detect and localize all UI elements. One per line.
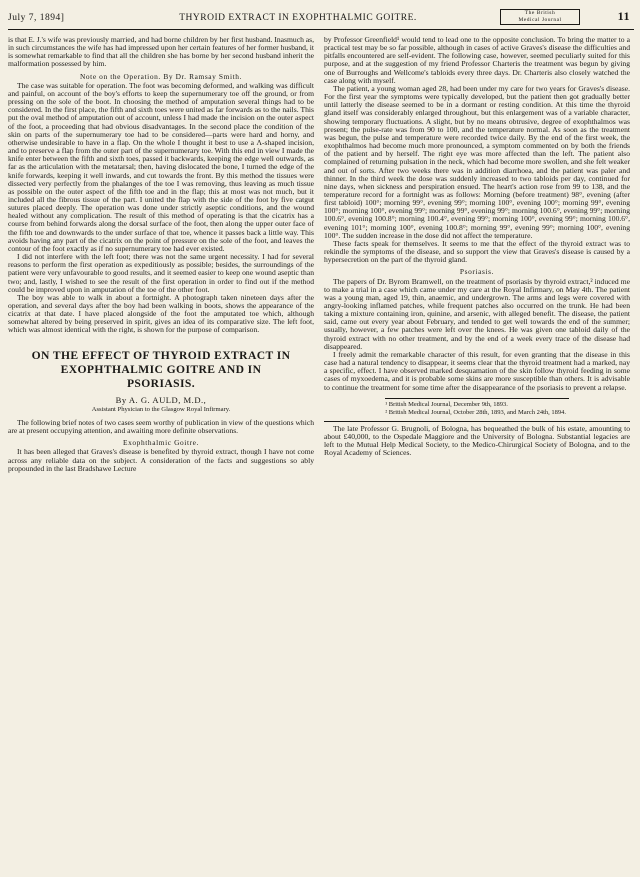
article-title	[8, 349, 314, 391]
operation-paragraph-3: The boy was able to walk in about a fortnight. A photograph taken nineteen days after the operation, and several days after the boy had been walking in boots, shows the appearance of the cicatrix at that date. I have placed alongside of the foot the amputated toe which, although somewhat altered by being preserved in spirit, gives an idea of its comparative size. The left foot, which was almost identical with the right, is shown for the purpose of comparison.	[8, 292, 314, 335]
operation-paragraph-2: I did not interfere with the left foot; there was not the same urgent necessity. I had for several reasons to perform the first operation as expeditiously as possible; besides, the surroundings of the patient were very unfavourable to good results, and it seemed easier to keep one wound aseptic than two; and, lastly, I wished to see the result of the first operation in order to find out if the method could be improved upon in amputation of the toe of the other foot.	[8, 252, 314, 294]
footnote-1: ¹ British Medical Journal, December 9th, 1893.	[385, 400, 508, 408]
header-date: July 7, 1894]	[8, 13, 65, 23]
intro-paragraph: is that E. J.'s wife was previously married, and had borne children by her first husband. Inasmuch as, in such circumstances the wife has had impressed upon her certain features of her former husband, it is somewhat remarkable to find that all the children she has borne by her second husband inherit the malformation possessed by him.	[8, 35, 314, 69]
page-number: 11	[617, 9, 630, 23]
journal-line-2: Medical Journal	[518, 17, 562, 23]
operation-paragraph-1: The case was suitable for operation. The foot was becoming deformed, and walking was difficult and painful, on account of the boy's efforts to keep the supernumerary toe off the ground, or from pressing on the sole of the boot. In choosing the method of amputation several things had to be considered. In the first place, the fifth and sixth toes were united as far forwards as to the nails. This put the oval method of amputation out of account, unless I had made the incision on the outer aspect of the foot, a proceeding that had obvious disadvantages. In the second place the condition of the skin on parts of the supernumerary toe had to be considered—parts were hard and horny, and otherwise undesirable to have in a flap. On the whole I thought it best to use a Λ-shaped incision, and to preserve a flap from the outer part of the supernumerary toe. With this end in view I made the knife enter between the fifth and sixth toes, passed it backwards, keeping the edge well outwards, as far as the articulation with the metatarsal; then, having dislocated the bone, I turned the edge of the knife forwards, keeping it well inwards, and cut towards the front. By this method the tissues were dissected very perfectly from the phalanges of the toe I was removing, thus leaving as much tissue as possible on the outer aspect of the fifth toe and in the flap; this at most was not much, but it included all the fibrous tissue of the part. I united the flap with the side of the foot by five catgut sutures placed deeply. The operation was done under strictly aseptic conditions, and the wound healed without any complication. The result of this method of operating is that the cicatrix has a course from behind forwards along the dorsal surface of the foot, then along the upper outer face of the fifth toe and downwards to the under surface of that toe, whence it passes back a little way. This avoids having any part of the cicatrix on the point of pressure on the sole of the foot, and leaves the contour of the foot exactly as if no supernumerary toe had ever existed.	[8, 80, 314, 253]
bequest-notice: The late Professor G. Brugnoli, of Bologna, has bequeathed the bulk of his estate, amounting to about £40,000, to the Ospedale Maggiore and the University of Bologna. Substantial legacies are left to the Mutual Help Medical Society, to the Medico-Chirurgical Society of Bologna, and to the Royal Academy of Sciences.	[324, 423, 630, 458]
psoriasis-paragraph-2: I freely admit the remarkable character of this result, for even granting that the disease in this case had a natural tendency to disappear, it seems clear that the thyroid treatment had a marked, nay a specific, effect. I have observed marked desquamation of the skin follow thyroid feeding in some cases of myxoedema, and it is probable some skins are more susceptible than others. It is advisable to continue the treatment for some time after the disappearance of the psoriasis to prevent a relapse.	[324, 349, 630, 392]
right-paragraph-3: These facts speak for themselves. It seems to me that the effect of the thyroid extract was to rekindle the symptoms of the disease, and so support the view that Graves's disease is caused by a hypersecretion on the part of the thyroid gland.	[324, 238, 630, 265]
running-header	[8, 9, 634, 30]
article-title-line-1: ON THE EFFECT OF THYROID EXTRACT IN	[31, 348, 291, 362]
journal-line-1: The British	[524, 10, 556, 16]
right-paragraph-2: The patient, a young woman aged 28, had been under my care for two years for Graves's disease. For the first year the symptoms were typically developed, but the patient then got gradually better until latterly the disease seemed to be in a dormant or resting condition. At this time the thyroid gland itself was considerably enlarged throughout, but this enlargement was of a variable character, showing temporary fluctuations. A slight, but by no means obtrusive, degree of exophthalmos was present; the pulse-rate was from 90 to 100, and the temperature normal. As soon as the treatment was begun, the pulse and temperature were recorded twice daily. By the end of the first week, the exophthalmos had become much more pronounced, a symptom commented on by both the friends of the patient and by herself. The right eye was more affected than the left. The patient also complained of returning pulsation in the neck, which had become more swollen, and she felt weaker and out of sorts. After two weeks there was in addition diarrhoea, and the patient was paler and thinner. In the third week the dose was suddenly increased to two tabloids per day, continued for nine days, when sickness and perspiration ensued. The heart's action rose from 99 to 138, and the temperature record for a fortnight was as follows: Morning (before treatment) 98°, evening (after first tabloid) 100°; morning 99°, evening 99°; morning 100°, evening 100°; morning 99°, evening 100°; morning 100°, evening 99°; morning 99°, evening 99°; morning 100.6°, evening 99°; morning 100.6°, evening 100.8°; morning 100.4°, evening 99°; morning 100°, evening 99°; morning 100.6°, evening 101°; morning 100°, evening 100.8°; morning 99°, evening 99°; morning 100°, evening 100°. The sudden increase in the dose did not affect the temperature.	[324, 83, 630, 240]
article-title-line-2: EXOPHTHALMIC GOITRE AND IN	[60, 362, 262, 376]
article-title-line-3: PSORIASIS.	[126, 376, 196, 390]
footnotes	[385, 398, 569, 417]
author-affiliation: Assistant Physician to the Glasgow Royal Infirmary.	[91, 405, 231, 413]
exophthalmic-heading: Exophthalmic Goitre.	[122, 438, 200, 448]
journal-box	[500, 9, 580, 25]
exophthalmic-paragraph: It has been alleged that Graves's disease is benefited by thyroid extract, though I have not come across any reliable data on the subject. A consideration of the facts and suggestions so ably propounded in the last Bradshawe Lecture	[8, 447, 314, 473]
author-byline: By A. G. AULD, M.D.,	[115, 394, 207, 405]
header-title: THYROID EXTRACT IN EXOPHTHALMIC GOITRE.	[179, 13, 417, 23]
psoriasis-paragraph-1: The papers of Dr. Byrom Bramwell, on the treatment of psoriasis by thyroid extract,² induced me to make a trial in a case which came under my care at the Royal Infirmary, on May 4th. The patient was a young man, aged 19, thin, anaemic, and undergrown. The arms and legs were covered with angry-looking inflamed patches, while frequent patches also occurred on the trunk. He had been taking a mixture containing iron, quinine, and arsenic, with alleged benefit. The disease, the patient said, came out every year about February, and tended to get well towards the end of the summer; usually, however, a few patches were left over the knees. He was given one tabloid daily of the thyroid extract with no other treatment, and by the end of a week every trace of the disease had disappeared.	[324, 276, 630, 351]
right-paragraph-1: by Professor Greenfield¹ would tend to lead one to the opposite conclusion. To bring the matter to a practical test may be so far possible, although in cases of active Graves's disease the difficulties and pitfalls encountered are self-evident. The following case, however, seemed peculiarly suited for this purpose, and at the suggestion of my friend Professor Charteris the treatment was begun by giving one of Burroughs and Wellcome's tabloids every three days. Dr. Charteris also closely watched the case along with myself.	[324, 35, 630, 85]
footnote-2: ² British Medical Journal, October 28th, 1893, and March 24th, 1894.	[385, 408, 567, 416]
right-column	[324, 36, 630, 457]
left-column	[8, 36, 314, 473]
operation-heading: Note on the Operation. By Dr. Ramsay Smith.	[79, 71, 243, 81]
section-divider	[324, 421, 630, 422]
article-intro: The following brief notes of two cases seem worthy of publication in view of the questions which are at present occupying attention, and awaiting more definite observations.	[8, 417, 314, 436]
psoriasis-heading: Psoriasis.	[459, 267, 495, 277]
